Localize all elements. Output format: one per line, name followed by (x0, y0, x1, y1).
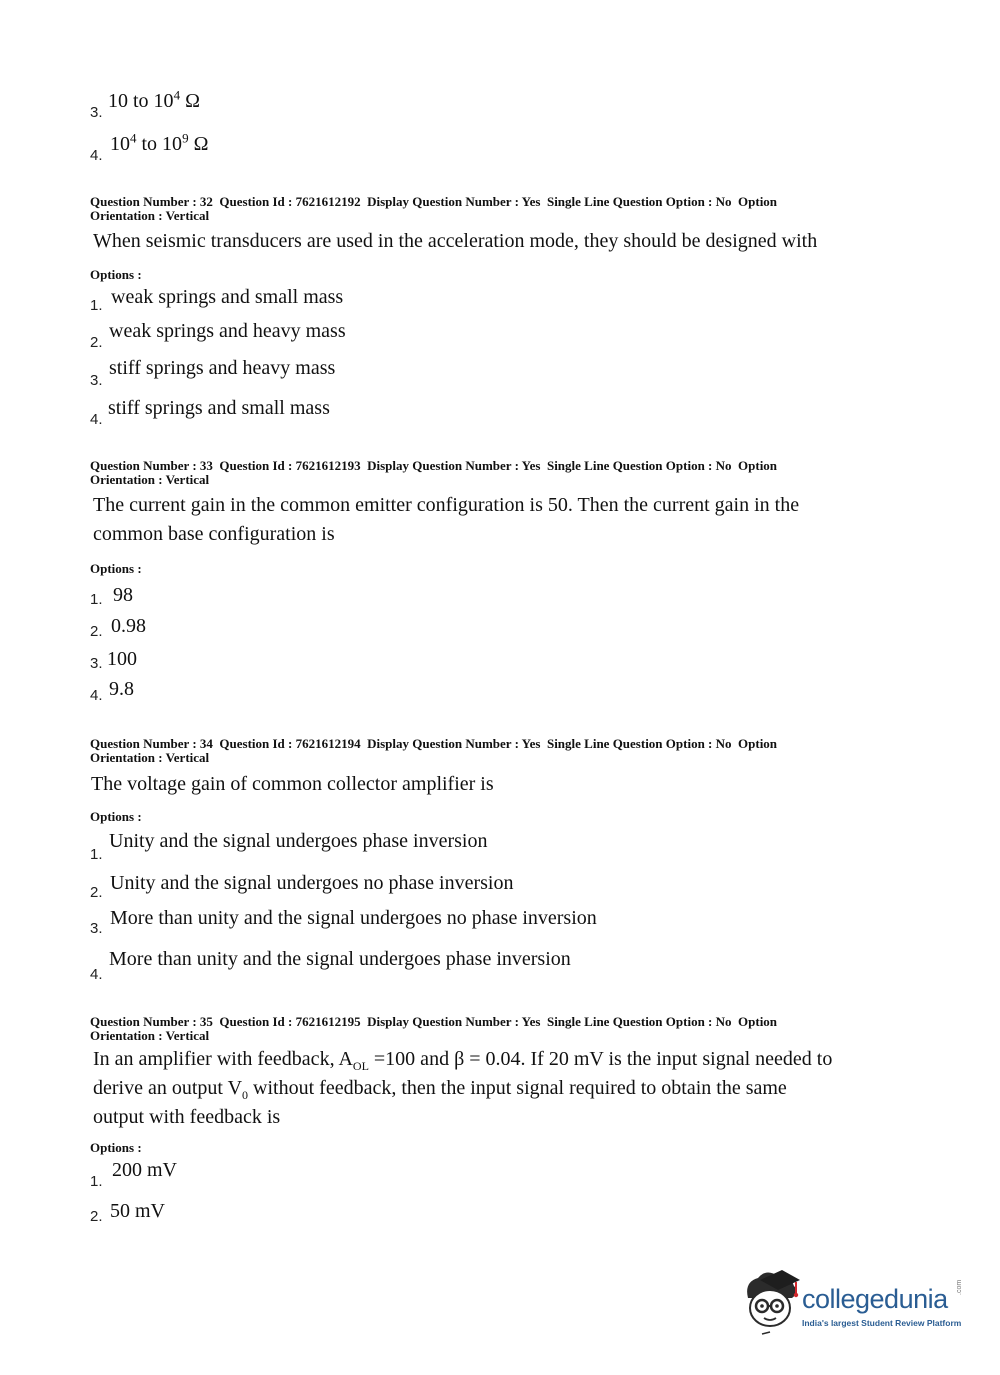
question-meta: Question Number : 35 Question Id : 7621612195 Display Question Number : Yes Single Line Question Option : No Option Orientation : Vertical (90, 1014, 778, 1043)
option-text: Unity and the signal undergoes no phase inversion (110, 872, 514, 894)
brand-domain: .com (956, 1279, 963, 1295)
option-text: stiff springs and heavy mass (109, 357, 336, 379)
option-text: $10^4$ to $10^9$ Ω (110, 130, 209, 155)
option-text: weak springs and heavy mass (109, 320, 346, 342)
option-text: Unity and the signal undergoes phase inversion (109, 830, 488, 852)
option-number: 1. (90, 297, 103, 314)
option-text: stiff springs and small mass (108, 397, 330, 419)
option-number: 4. (90, 687, 103, 704)
options-label: Options : (90, 809, 142, 824)
options-label: Options : (90, 267, 142, 282)
question-text: In an amplifier with feedback, $A_{OL} =100$ and β = 0.04. If 20 mV is the input signal needed to derive an output $V_0$ without feedback, then the input signal required to obtain the same output with feedback is (93, 1048, 833, 1128)
option-number: 1. (90, 591, 103, 608)
question-text: When seismic transducers are used in the acceleration mode, they should be designed with (93, 230, 818, 252)
option-text: 100 (107, 648, 137, 670)
option-number: 3. (90, 655, 103, 672)
collegedunia-logo (742, 1268, 972, 1348)
option-number: 3. (90, 372, 103, 389)
option-text: 50 mV (110, 1200, 165, 1222)
option-number: 2. (90, 1208, 103, 1225)
option-number: 3. (90, 920, 103, 937)
option-number: 2. (90, 623, 103, 640)
option-text: weak springs and small mass (111, 286, 344, 308)
option-number: 2. (90, 884, 103, 901)
question-meta: Question Number : 33 Question Id : 7621612193 Display Question Number : Yes Single Line Question Option : No Option Orientation : Vertical (90, 458, 778, 487)
option-text: 9.8 (109, 678, 134, 700)
brand-tagline: India's largest Student Review Platform (802, 1318, 962, 1328)
question-text: The voltage gain of common collector amplifier is (91, 773, 494, 795)
question-meta: Question Number : 32 Question Id : 7621612192 Display Question Number : Yes Single Line Question Option : No Option Orientation : Vertical (90, 194, 778, 223)
option-number: 2. (90, 334, 103, 351)
option-text: More than unity and the signal undergoes phase inversion (109, 948, 571, 970)
option-number: 4. (90, 411, 103, 428)
options-label: Options : (90, 561, 142, 576)
question-meta: Question Number : 34 Question Id : 7621612194 Display Question Number : Yes Single Line Question Option : No Option Orientation : Vertical (90, 736, 778, 765)
option-text: More than unity and the signal undergoes no phase inversion (110, 907, 597, 929)
option-number: 4. (90, 147, 103, 164)
option-number: 4. (90, 966, 103, 983)
mascot-icon (742, 1268, 802, 1348)
option-number: 1. (90, 846, 103, 863)
question-text: The current gain in the common emitter configuration is 50. Then the current gain in the common base configuration is (93, 494, 800, 545)
option-text: 0.98 (111, 615, 146, 637)
option-text: 200 mV (112, 1159, 177, 1181)
option-text: 98 (113, 584, 133, 606)
option-number: 1. (90, 1173, 103, 1190)
option-text: 10 to $10^4$ Ω (108, 87, 200, 112)
brand-name: collegedunia (802, 1284, 948, 1314)
option-number: 3. (90, 104, 103, 121)
options-label: Options : (90, 1140, 142, 1155)
